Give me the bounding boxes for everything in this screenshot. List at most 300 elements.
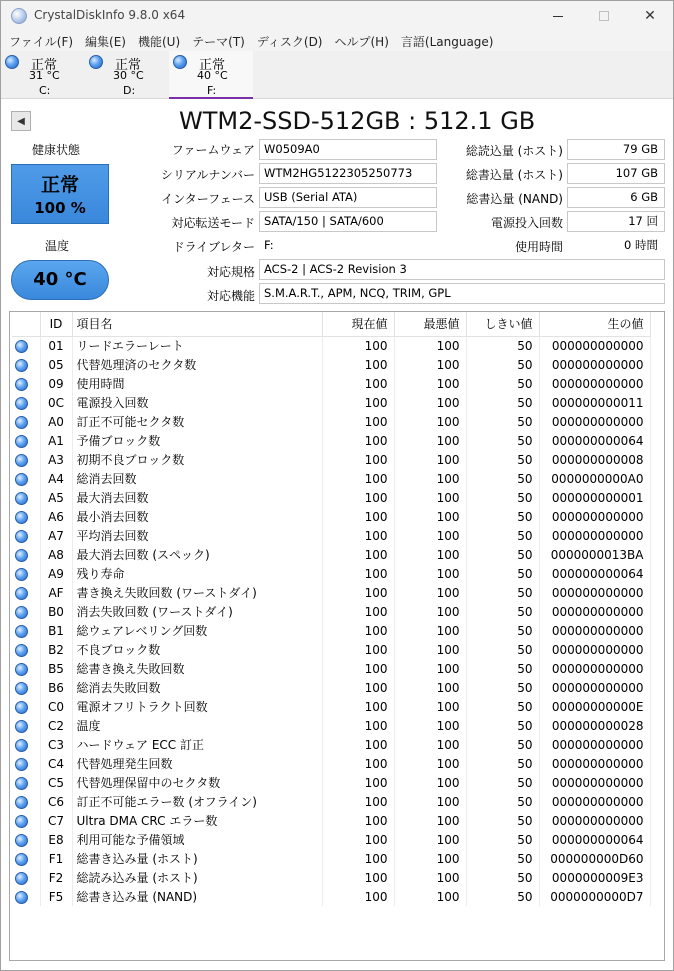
status bbox=[12, 792, 40, 811]
column-header-threshold[interactable]: しきい値 bbox=[466, 312, 539, 336]
threshold-value: 50 bbox=[466, 450, 539, 469]
health-status-icon bbox=[15, 359, 28, 372]
status bbox=[12, 412, 40, 431]
health-percent: 100 % bbox=[34, 199, 86, 217]
window-title: CrystalDiskInfo 9.8.0 x64 bbox=[34, 8, 186, 22]
table-row[interactable] bbox=[12, 545, 650, 564]
temperature-button[interactable]: 40 °C bbox=[11, 260, 109, 300]
status bbox=[12, 640, 40, 659]
current-value: 100 bbox=[322, 754, 394, 773]
status bbox=[12, 355, 40, 374]
temperature-label: 温度 bbox=[45, 239, 70, 253]
worst-value: 100 bbox=[394, 697, 466, 716]
worst-value: 100 bbox=[394, 830, 466, 849]
attribute-name: 総消去失敗回数 bbox=[72, 678, 322, 697]
column-header-worst[interactable]: 最悪値 bbox=[394, 312, 466, 336]
worst-value: 100 bbox=[394, 792, 466, 811]
attribute-name: 不良ブロック数 bbox=[72, 640, 322, 659]
table-row[interactable] bbox=[12, 678, 650, 697]
raw-value: 000000000064 bbox=[539, 431, 650, 450]
attribute-id: C3 bbox=[40, 735, 72, 754]
attribute-id: A0 bbox=[40, 412, 72, 431]
worst-value: 100 bbox=[394, 811, 466, 830]
worst-value: 100 bbox=[394, 507, 466, 526]
status bbox=[12, 336, 40, 355]
attribute-name: 最小消去回数 bbox=[72, 507, 322, 526]
raw-value: 000000000000 bbox=[539, 621, 650, 640]
worst-value: 100 bbox=[394, 868, 466, 887]
table-row[interactable] bbox=[12, 355, 650, 374]
table-row[interactable] bbox=[12, 374, 650, 393]
features-value: S.M.A.R.T., APM, NCQ, TRIM, GPL bbox=[259, 283, 665, 304]
serial-label: シリアルナンバー bbox=[160, 168, 255, 182]
health-status-icon bbox=[15, 549, 28, 562]
status bbox=[12, 754, 40, 773]
attribute-name: 総書き換え失敗回数 bbox=[72, 659, 322, 678]
status bbox=[12, 545, 40, 564]
status bbox=[12, 868, 40, 887]
host-writes-label: 総書込量 (ホスト) bbox=[465, 168, 563, 182]
threshold-value: 50 bbox=[466, 545, 539, 564]
column-header-id[interactable]: ID bbox=[40, 312, 72, 336]
current-value: 100 bbox=[322, 849, 394, 868]
attribute-name: 最大消去回数 (スペック) bbox=[72, 545, 322, 564]
health-status-icon bbox=[15, 530, 28, 543]
raw-value: 000000000000 bbox=[539, 792, 650, 811]
health-status-icon bbox=[15, 872, 28, 885]
status bbox=[12, 469, 40, 488]
current-value: 100 bbox=[322, 621, 394, 640]
worst-value: 100 bbox=[394, 393, 466, 412]
firmware-value: W0509A0 bbox=[259, 139, 437, 160]
threshold-value: 50 bbox=[466, 355, 539, 374]
menu-disk[interactable]: ディスク(D) bbox=[256, 34, 323, 49]
worst-value: 100 bbox=[394, 678, 466, 697]
current-value: 100 bbox=[322, 336, 394, 355]
attribute-id: 05 bbox=[40, 355, 72, 374]
health-status-icon bbox=[15, 397, 28, 410]
worst-value: 100 bbox=[394, 735, 466, 754]
table-row[interactable] bbox=[12, 792, 650, 811]
current-value: 100 bbox=[322, 564, 394, 583]
health-status-icon bbox=[173, 55, 187, 69]
current-value: 100 bbox=[322, 450, 394, 469]
threshold-value: 50 bbox=[466, 830, 539, 849]
attribute-name: 残り寿命 bbox=[72, 564, 322, 583]
attribute-id: AF bbox=[40, 583, 72, 602]
table-row[interactable] bbox=[12, 887, 650, 906]
threshold-value: 50 bbox=[466, 374, 539, 393]
serial-value: WTM2HG5122305250773 bbox=[259, 163, 437, 184]
attribute-id: A6 bbox=[40, 507, 72, 526]
nand-writes-value: 6 GB bbox=[567, 187, 665, 208]
status bbox=[12, 678, 40, 697]
worst-value: 100 bbox=[394, 431, 466, 450]
attribute-name: 使用時間 bbox=[72, 374, 322, 393]
threshold-value: 50 bbox=[466, 697, 539, 716]
table-row[interactable] bbox=[12, 735, 650, 754]
attribute-name: 総消去回数 bbox=[72, 469, 322, 488]
health-status-icon bbox=[15, 340, 28, 353]
drive-letter: C: bbox=[39, 84, 51, 97]
threshold-value: 50 bbox=[466, 887, 539, 906]
health-status-icon bbox=[15, 758, 28, 771]
table-row[interactable] bbox=[12, 697, 650, 716]
triangle-left-icon: ◀ bbox=[17, 115, 25, 127]
table-row[interactable] bbox=[12, 640, 650, 659]
status bbox=[12, 773, 40, 792]
raw-value: 000000000000 bbox=[539, 374, 650, 393]
health-status-icon bbox=[15, 587, 28, 600]
drive-selector-bar bbox=[1, 51, 673, 99]
firmware-label: ファームウェア bbox=[171, 143, 255, 157]
features-label: 対応機能 bbox=[206, 289, 255, 303]
table-row[interactable] bbox=[12, 526, 650, 545]
worst-value: 100 bbox=[394, 488, 466, 507]
threshold-value: 50 bbox=[466, 811, 539, 830]
worst-value: 100 bbox=[394, 336, 466, 355]
current-value: 100 bbox=[322, 488, 394, 507]
drive-tab-c[interactable] bbox=[1, 51, 85, 99]
drive-status: 正常 bbox=[115, 58, 142, 73]
menu-language[interactable]: 言語(Language) bbox=[400, 34, 494, 49]
attribute-id: A5 bbox=[40, 488, 72, 507]
health-status-icon bbox=[15, 416, 28, 429]
threshold-value: 50 bbox=[466, 336, 539, 355]
interface-label: インターフェース bbox=[161, 192, 255, 206]
raw-value: 000000000000 bbox=[539, 355, 650, 374]
raw-value: 000000000008 bbox=[539, 450, 650, 469]
raw-value: 000000000000 bbox=[539, 678, 650, 697]
current-value: 100 bbox=[322, 431, 394, 450]
health-status-icon bbox=[15, 853, 28, 866]
worst-value: 100 bbox=[394, 602, 466, 621]
current-value: 100 bbox=[322, 583, 394, 602]
worst-value: 100 bbox=[394, 374, 466, 393]
drive-status: 正常 bbox=[31, 58, 58, 73]
app-disk-icon bbox=[11, 8, 27, 24]
worst-value: 100 bbox=[394, 355, 466, 374]
attribute-id: F1 bbox=[40, 849, 72, 868]
table-row[interactable] bbox=[12, 849, 650, 868]
column-header-name[interactable]: 項目名 bbox=[72, 312, 322, 336]
health-status-icon bbox=[15, 492, 28, 505]
current-value: 100 bbox=[322, 507, 394, 526]
raw-value: 000000000001 bbox=[539, 488, 650, 507]
attribute-name: 電源投入回数 bbox=[72, 393, 322, 412]
standard-value: ACS-2 | ACS-2 Revision 3 bbox=[259, 259, 665, 280]
drive-tab-d[interactable] bbox=[85, 51, 169, 99]
menu-theme[interactable]: テーマ(T) bbox=[192, 34, 245, 49]
attribute-name: 総ウェアレベリング回数 bbox=[72, 621, 322, 640]
host-reads-value: 79 GB bbox=[567, 139, 665, 160]
attribute-name: 平均消去回数 bbox=[72, 526, 322, 545]
current-value: 100 bbox=[322, 697, 394, 716]
threshold-value: 50 bbox=[466, 469, 539, 488]
column-header-raw[interactable]: 生の値 bbox=[539, 312, 650, 336]
attribute-id: F5 bbox=[40, 887, 72, 906]
health-status-icon bbox=[89, 55, 103, 69]
attribute-name: 総読み込み量 (ホスト) bbox=[72, 868, 322, 887]
attribute-id: 01 bbox=[40, 336, 72, 355]
worst-value: 100 bbox=[394, 469, 466, 488]
table-row[interactable] bbox=[12, 659, 650, 678]
status bbox=[12, 526, 40, 545]
interface-value: USB (Serial ATA) bbox=[259, 187, 437, 208]
health-status-icon bbox=[15, 454, 28, 467]
attribute-id: A3 bbox=[40, 450, 72, 469]
drive-temperature: 30 °C bbox=[113, 69, 144, 82]
raw-value: 000000000064 bbox=[539, 564, 650, 583]
attribute-name: ハードウェア ECC 訂正 bbox=[72, 735, 322, 754]
threshold-value: 50 bbox=[466, 754, 539, 773]
current-value: 100 bbox=[322, 659, 394, 678]
menu-help[interactable]: ヘルプ(H) bbox=[334, 34, 389, 49]
worst-value: 100 bbox=[394, 526, 466, 545]
drive-tab-f[interactable] bbox=[169, 51, 253, 99]
current-value: 100 bbox=[322, 393, 394, 412]
host-writes-value: 107 GB bbox=[567, 163, 665, 184]
status bbox=[12, 602, 40, 621]
attribute-name: 電源オフリトラクト回数 bbox=[72, 697, 322, 716]
attribute-id: 0C bbox=[40, 393, 72, 412]
table-row[interactable] bbox=[12, 564, 650, 583]
attribute-name: 初期不良ブロック数 bbox=[72, 450, 322, 469]
raw-value: 000000000000 bbox=[539, 583, 650, 602]
smart-table bbox=[12, 312, 651, 906]
current-value: 100 bbox=[322, 773, 394, 792]
table-row[interactable] bbox=[12, 412, 650, 431]
attribute-name: 温度 bbox=[72, 716, 322, 735]
attribute-id: B5 bbox=[40, 659, 72, 678]
smart-attributes-list[interactable] bbox=[9, 311, 665, 961]
worst-value: 100 bbox=[394, 887, 466, 906]
attribute-id: 09 bbox=[40, 374, 72, 393]
table-row[interactable] bbox=[12, 583, 650, 602]
table-row[interactable] bbox=[12, 393, 650, 412]
current-value: 100 bbox=[322, 469, 394, 488]
status bbox=[12, 697, 40, 716]
minimize-button[interactable] bbox=[535, 1, 581, 31]
status bbox=[12, 849, 40, 868]
raw-value: 000000000000 bbox=[539, 640, 650, 659]
raw-value: 000000000000 bbox=[539, 336, 650, 355]
attribute-name: 代替処理済のセクタ数 bbox=[72, 355, 322, 374]
table-row[interactable] bbox=[12, 868, 650, 887]
worst-value: 100 bbox=[394, 773, 466, 792]
table-row[interactable] bbox=[12, 773, 650, 792]
raw-value: 000000000000 bbox=[539, 811, 650, 830]
raw-value: 0000000000D7 bbox=[539, 887, 650, 906]
health-status-icon bbox=[15, 625, 28, 638]
threshold-value: 50 bbox=[466, 507, 539, 526]
attribute-name: 予備ブロック数 bbox=[72, 431, 322, 450]
health-status-icon bbox=[15, 682, 28, 695]
current-value: 100 bbox=[322, 526, 394, 545]
worst-value: 100 bbox=[394, 450, 466, 469]
table-row[interactable] bbox=[12, 488, 650, 507]
table-row[interactable] bbox=[12, 811, 650, 830]
attribute-name: 総書き込み量 (ホスト) bbox=[72, 849, 322, 868]
worst-value: 100 bbox=[394, 583, 466, 602]
health-status-icon bbox=[15, 739, 28, 752]
current-value: 100 bbox=[322, 640, 394, 659]
status bbox=[12, 450, 40, 469]
worst-value: 100 bbox=[394, 849, 466, 868]
threshold-value: 50 bbox=[466, 849, 539, 868]
status bbox=[12, 735, 40, 754]
table-row[interactable] bbox=[12, 621, 650, 640]
threshold-value: 50 bbox=[466, 564, 539, 583]
status bbox=[12, 488, 40, 507]
raw-value: 000000000000 bbox=[539, 735, 650, 754]
raw-value: 0000000013BA bbox=[539, 545, 650, 564]
current-value: 100 bbox=[322, 412, 394, 431]
attribute-id: C0 bbox=[40, 697, 72, 716]
column-header-current[interactable]: 現在値 bbox=[322, 312, 394, 336]
threshold-value: 50 bbox=[466, 488, 539, 507]
status bbox=[12, 659, 40, 678]
title-bar[interactable] bbox=[1, 1, 673, 31]
attribute-id: A9 bbox=[40, 564, 72, 583]
threshold-value: 50 bbox=[466, 716, 539, 735]
table-row[interactable] bbox=[12, 469, 650, 488]
menu-file[interactable]: ファイル(F) bbox=[9, 34, 74, 49]
attribute-id: C6 bbox=[40, 792, 72, 811]
attribute-id: A8 bbox=[40, 545, 72, 564]
previous-disk-button[interactable] bbox=[11, 111, 31, 131]
drive-letter-label: ドライブレター bbox=[172, 240, 255, 254]
table-row[interactable] bbox=[12, 431, 650, 450]
table-row[interactable] bbox=[12, 716, 650, 735]
column-header-status[interactable] bbox=[12, 312, 40, 336]
attribute-id: C2 bbox=[40, 716, 72, 735]
health-status-icon bbox=[15, 834, 28, 847]
attribute-id: A7 bbox=[40, 526, 72, 545]
status bbox=[12, 716, 40, 735]
health-status-icon bbox=[15, 701, 28, 714]
current-value: 100 bbox=[322, 811, 394, 830]
menu-edit[interactable]: 編集(E) bbox=[85, 34, 126, 49]
status bbox=[12, 583, 40, 602]
raw-value: 000000000000 bbox=[539, 602, 650, 621]
attribute-name: 消去失敗回数 (ワーストダイ) bbox=[72, 602, 322, 621]
threshold-value: 50 bbox=[466, 773, 539, 792]
drive-status: 正常 bbox=[199, 58, 226, 73]
attribute-name: 利用可能な予備領域 bbox=[72, 830, 322, 849]
attribute-id: B6 bbox=[40, 678, 72, 697]
status bbox=[12, 811, 40, 830]
threshold-value: 50 bbox=[466, 431, 539, 450]
worst-value: 100 bbox=[394, 564, 466, 583]
health-status-button[interactable] bbox=[11, 164, 109, 224]
raw-value: 000000000011 bbox=[539, 393, 650, 412]
close-button[interactable] bbox=[627, 1, 673, 31]
table-row[interactable] bbox=[12, 830, 650, 849]
current-value: 100 bbox=[322, 374, 394, 393]
attribute-name: Ultra DMA CRC エラー数 bbox=[72, 811, 322, 830]
raw-value: 000000000000 bbox=[539, 507, 650, 526]
worst-value: 100 bbox=[394, 659, 466, 678]
attribute-id: C7 bbox=[40, 811, 72, 830]
raw-value: 0000000009E3 bbox=[539, 868, 650, 887]
disk-model-title: WTM2-SSD-512GB : 512.1 GB bbox=[179, 107, 536, 135]
attribute-id: A4 bbox=[40, 469, 72, 488]
table-row[interactable] bbox=[12, 507, 650, 526]
threshold-value: 50 bbox=[466, 393, 539, 412]
health-status-icon bbox=[15, 606, 28, 619]
raw-value: 000000000000 bbox=[539, 526, 650, 545]
attribute-id: A1 bbox=[40, 431, 72, 450]
drive-letter-value: F: bbox=[259, 235, 437, 256]
threshold-value: 50 bbox=[466, 526, 539, 545]
health-status-icon bbox=[15, 644, 28, 657]
health-status-icon bbox=[15, 815, 28, 828]
host-reads-label: 総読込量 (ホスト) bbox=[465, 144, 563, 158]
status bbox=[12, 887, 40, 906]
worst-value: 100 bbox=[394, 412, 466, 431]
status bbox=[12, 621, 40, 640]
status bbox=[12, 393, 40, 412]
worst-value: 100 bbox=[394, 754, 466, 773]
worst-value: 100 bbox=[394, 640, 466, 659]
current-value: 100 bbox=[322, 735, 394, 754]
status bbox=[12, 830, 40, 849]
attribute-id: C4 bbox=[40, 754, 72, 773]
power-on-count-value: 17 回 bbox=[567, 211, 665, 232]
menu-function[interactable]: 機能(U) bbox=[137, 34, 181, 49]
threshold-value: 50 bbox=[466, 602, 539, 621]
raw-value: 000000000000 bbox=[539, 773, 650, 792]
table-row[interactable] bbox=[12, 602, 650, 621]
attribute-name: 訂正不可能エラー数 (オフライン) bbox=[72, 792, 322, 811]
health-status-icon bbox=[15, 720, 28, 733]
table-row[interactable] bbox=[12, 754, 650, 773]
status bbox=[12, 374, 40, 393]
raw-value: 000000000000 bbox=[539, 754, 650, 773]
drive-temperature: 40 °C bbox=[197, 69, 228, 82]
threshold-value: 50 bbox=[466, 640, 539, 659]
drive-letter: F: bbox=[207, 84, 217, 97]
threshold-value: 50 bbox=[466, 735, 539, 754]
drive-temperature: 31 °C bbox=[29, 69, 60, 82]
table-row[interactable] bbox=[12, 450, 650, 469]
current-value: 100 bbox=[322, 602, 394, 621]
raw-value: 000000000064 bbox=[539, 830, 650, 849]
health-status-icon bbox=[15, 777, 28, 790]
health-status-icon bbox=[15, 663, 28, 676]
threshold-value: 50 bbox=[466, 678, 539, 697]
attribute-id: F2 bbox=[40, 868, 72, 887]
raw-value: 000000000028 bbox=[539, 716, 650, 735]
threshold-value: 50 bbox=[466, 659, 539, 678]
drive-letter: D: bbox=[123, 84, 136, 97]
health-label: 健康状態 bbox=[32, 143, 81, 157]
standard-label: 対応規格 bbox=[206, 265, 255, 279]
attribute-id: C5 bbox=[40, 773, 72, 792]
power-on-hours-label: 使用時間 bbox=[514, 240, 563, 254]
status bbox=[12, 564, 40, 583]
maximize-icon bbox=[599, 11, 609, 21]
health-status-text: 正常 bbox=[40, 174, 79, 196]
raw-value: 0000000000A0 bbox=[539, 469, 650, 488]
worst-value: 100 bbox=[394, 716, 466, 735]
transfer-mode-label: 対応転送モード bbox=[171, 216, 255, 230]
raw-value: 000000000000 bbox=[539, 412, 650, 431]
raw-value: 000000000D60 bbox=[539, 849, 650, 868]
table-row[interactable] bbox=[12, 336, 650, 355]
attribute-id: E8 bbox=[40, 830, 72, 849]
